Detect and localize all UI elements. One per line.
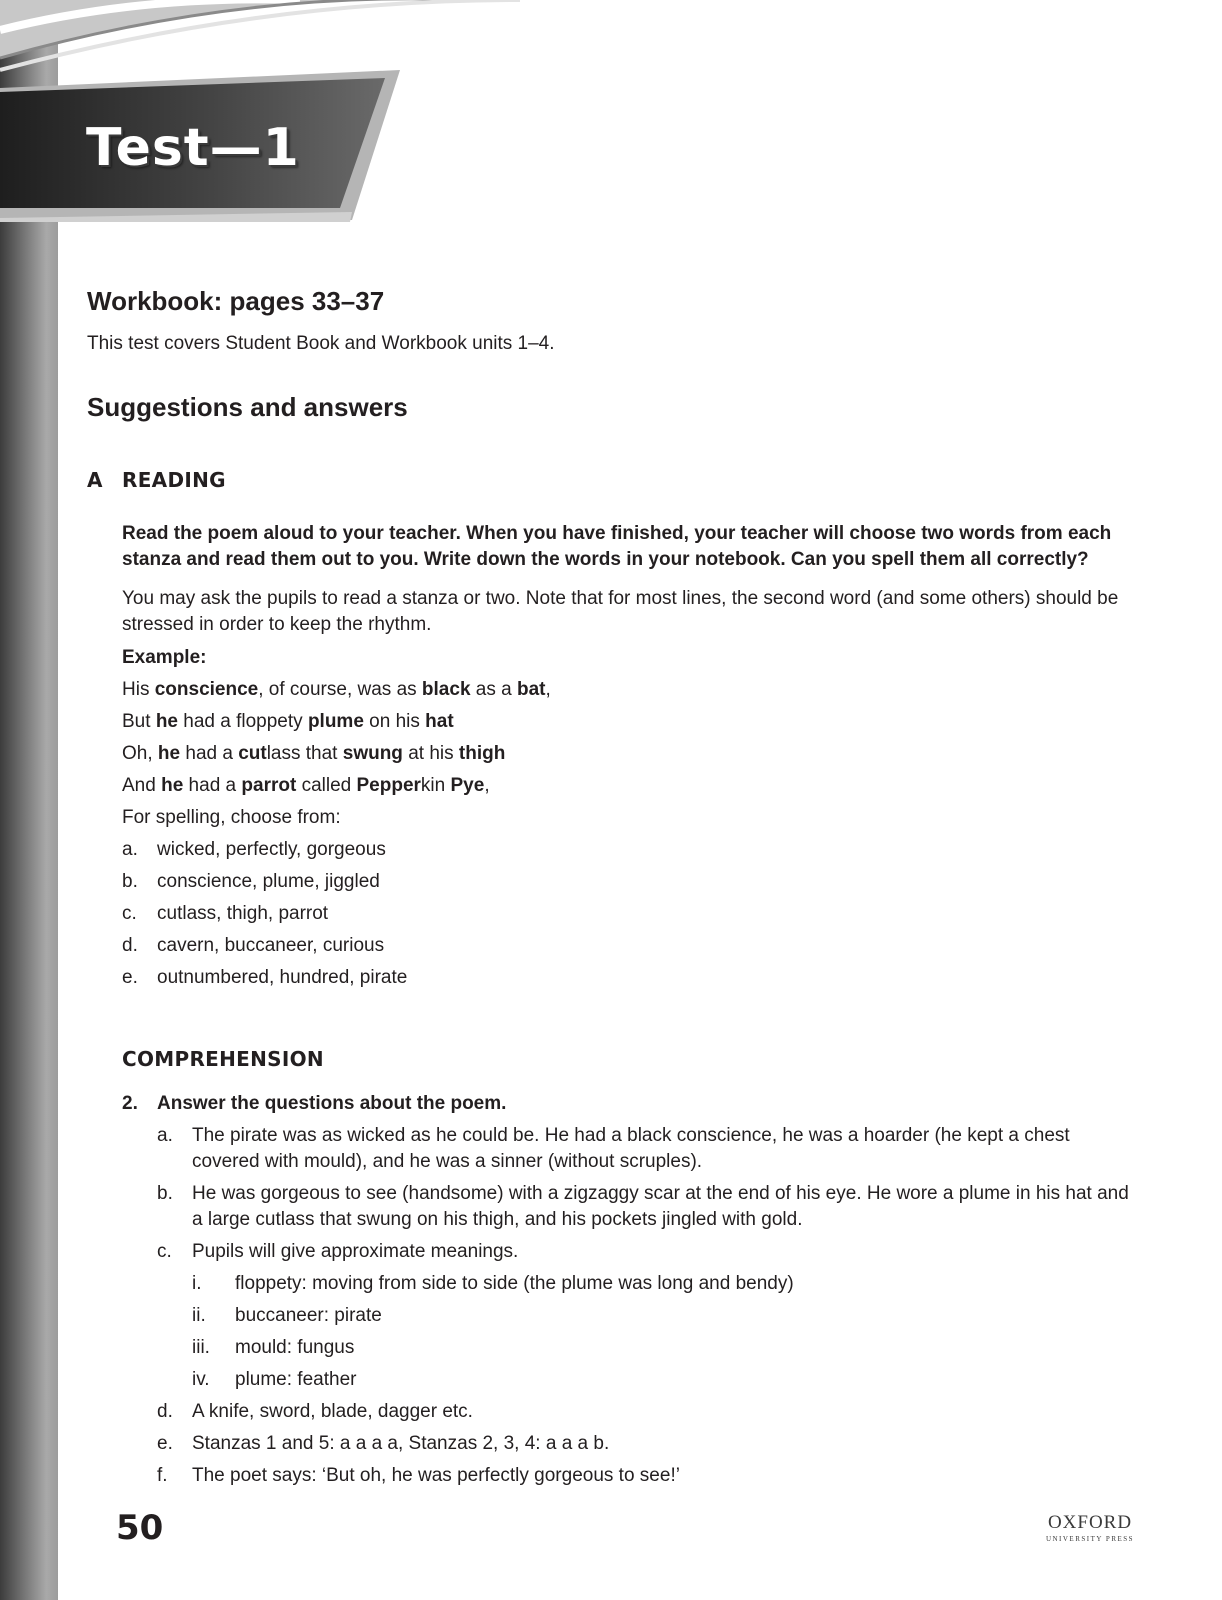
meaning-label: i. bbox=[192, 1273, 202, 1294]
section-letter: A bbox=[87, 468, 103, 492]
list-item: wicked, perfectly, gorgeous bbox=[157, 839, 386, 860]
list-item: conscience, plume, jiggled bbox=[157, 871, 380, 892]
list-label: b. bbox=[122, 871, 138, 892]
workbook-heading: Workbook: pages 33–37 bbox=[87, 286, 385, 316]
reading-note: You may ask the pupils to read a stanza or two. Note that for most lines, the second word (and some others) should be stressed in order to keep the rhythm. bbox=[122, 588, 1119, 635]
question-number: 2. bbox=[122, 1093, 138, 1114]
list-item: cutlass, thigh, parrot bbox=[157, 903, 329, 924]
meaning-text: floppety: moving from side to side (the plume was long and bendy) bbox=[235, 1273, 794, 1294]
question-text: Answer the questions about the poem. bbox=[157, 1093, 507, 1114]
answer-text: The poet says: ‘But oh, he was perfectly gorgeous to see!’ bbox=[192, 1465, 680, 1486]
meaning-text: plume: feather bbox=[235, 1369, 357, 1390]
reading-instruction: Read the poem aloud to your teacher. When you have finished, your teacher will choose two words from each stanza and read them out to you. Write down the words in your notebook. Can you spell them all correctly? bbox=[122, 523, 1112, 570]
list-label: c. bbox=[122, 903, 137, 924]
reading-heading: READING bbox=[122, 468, 226, 492]
answer-text: Stanzas 1 and 5: a a a a, Stanzas 2, 3, 4: a a a b. bbox=[192, 1433, 610, 1454]
spelling-intro: For spelling, choose from: bbox=[122, 807, 341, 828]
meaning-text: mould: fungus bbox=[235, 1337, 355, 1358]
comprehension-heading: COMPREHENSION bbox=[122, 1047, 324, 1071]
suggestions-heading: Suggestions and answers bbox=[87, 392, 408, 422]
answer-text: A knife, sword, blade, dagger etc. bbox=[192, 1401, 473, 1422]
answer-label: f. bbox=[157, 1465, 168, 1486]
publisher-subtitle: UNIVERSITY PRESS bbox=[1045, 1535, 1135, 1543]
poem-line: His conscience, of course, was as black as a bat, bbox=[122, 679, 551, 700]
page-number: 50 bbox=[116, 1508, 164, 1548]
answer-label: a. bbox=[157, 1125, 173, 1146]
answer-label: d. bbox=[157, 1401, 173, 1422]
meaning-label: ii. bbox=[192, 1305, 206, 1326]
list-item: outnumbered, hundred, pirate bbox=[157, 967, 408, 988]
answer-label: c. bbox=[157, 1241, 172, 1262]
poem-line: And he had a parrot called Pepperkin Pye, bbox=[122, 775, 490, 796]
page-title: Test—1 bbox=[86, 118, 300, 178]
list-label: d. bbox=[122, 935, 138, 956]
publisher-logo bbox=[1040, 1512, 1140, 1543]
answer-label: e. bbox=[157, 1433, 173, 1454]
publisher-name: OXFORD bbox=[1047, 1512, 1133, 1533]
left-sidebar-gradient bbox=[0, 0, 58, 1600]
answer-text: He was gorgeous to see (handsome) with a zigzaggy scar at the end of his eye. He wore a plume in his hat and a large cutlass that swung on his thigh, and his pockets jingled with gold. bbox=[192, 1183, 1129, 1230]
list-item: cavern, buccaneer, curious bbox=[157, 935, 385, 956]
poem-line: But he had a floppety plume on his hat bbox=[122, 711, 454, 732]
intro-text: This test covers Student Book and Workbook units 1–4. bbox=[87, 333, 555, 354]
poem-line: Oh, he had a cutlass that swung at his thigh bbox=[122, 743, 506, 764]
example-label: Example: bbox=[122, 647, 207, 668]
list-label: a. bbox=[122, 839, 138, 860]
meaning-label: iv. bbox=[192, 1369, 210, 1390]
answer-text: Pupils will give approximate meanings. bbox=[192, 1241, 519, 1262]
answer-text: The pirate was as wicked as he could be. He had a black conscience, he was a hoarder (he kept a chest covered with mould), and he was a sinner (without scruples). bbox=[192, 1125, 1070, 1172]
meaning-label: iii. bbox=[192, 1337, 210, 1358]
list-label: e. bbox=[122, 967, 138, 988]
answer-label: b. bbox=[157, 1183, 173, 1204]
meaning-text: buccaneer: pirate bbox=[235, 1305, 382, 1326]
